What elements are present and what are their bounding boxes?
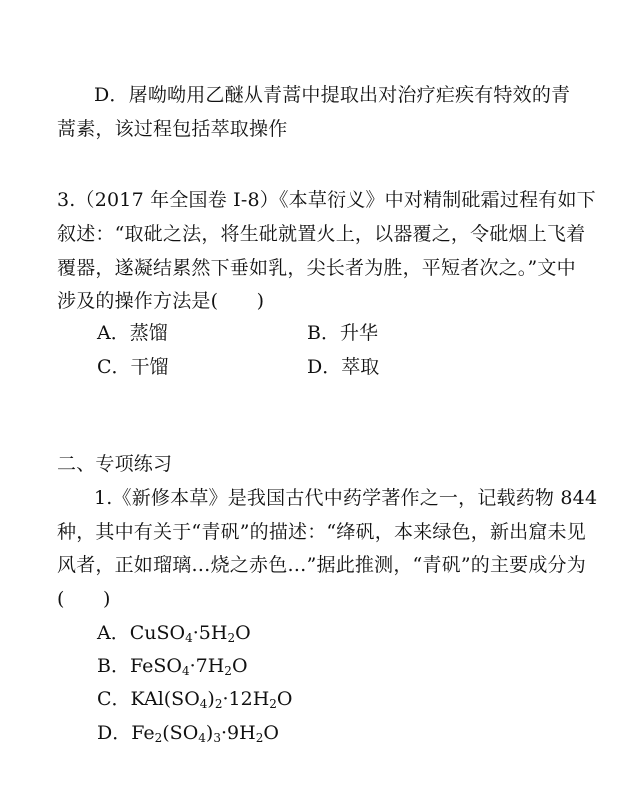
section2-question1-stem-line2: 种，其中有关于“青矾”的描述：“绛矾，本来绿色，新出窟未见: [57, 521, 586, 543]
section2-question1-stem-line4: ( ): [57, 588, 111, 610]
section-title: 二、专项练习: [57, 453, 173, 475]
section2-question1-option-c: C．$KAl(SO_4)_2\cdot 12H_2O$: [97, 688, 293, 711]
section2-question1-stem-line1: 1.《新修本草》是我国古代中药学著作之一，记载药物 844: [94, 487, 598, 509]
section2-question1-option-d: D．$Fe_2(SO_4)_3\cdot 9H_2O$: [97, 722, 279, 745]
question3-stem-line4: 涉及的操作方法是( ): [57, 290, 265, 312]
question3-option-b: B．升华: [307, 322, 378, 344]
question3-stem-line2: 叙述：“取砒之法，将生砒就置火上，以器覆之，令砒烟上飞着: [57, 223, 586, 245]
question3-option-a: A．蒸馏: [97, 322, 168, 344]
question3-stem-line1: 3.（2017 年全国卷 I-8）《本草衍义》中对精制砒霜过程有如下: [57, 189, 596, 211]
question3-stem-line3: 覆器，遂凝结累然下垂如乳，尖长者为胜，平短者次之。”文中: [57, 257, 576, 279]
section2-question1-option-b: B．$FeSO_4\cdot 7H_2O$: [97, 655, 248, 678]
question3-option-c: C．干馏: [97, 356, 169, 378]
question3-option-d: D．萃取: [307, 356, 380, 378]
section2-question1-option-a: A．$CuSO_4\cdot 5H_2O$: [97, 622, 251, 645]
prev-question-option-d-line1: D．屠呦呦用乙醚从青蒿中提取出对治疗疟疾有特效的青: [94, 84, 571, 106]
prev-question-option-d-line2: 蒿素，该过程包括萃取操作: [57, 118, 288, 140]
section2-question1-stem-line3: 风者，正如瑠璃…烧之赤色…”据此推测，“青矾”的主要成分为: [57, 554, 586, 576]
